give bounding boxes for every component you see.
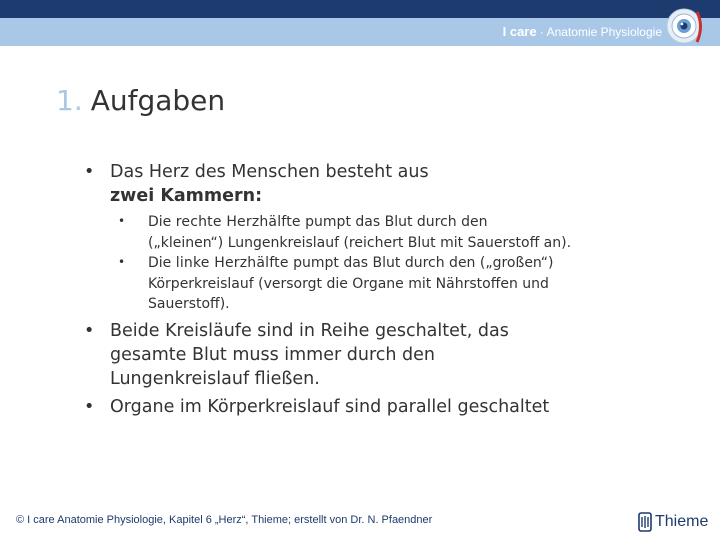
bullet-line: Organe im Körperkreislauf sind parallel geschaltet [110,396,550,417]
publisher-logo [638,511,708,533]
bullet-marker: • [84,396,95,417]
bullet-line: Das Herz des Menschen besteht aus [110,162,429,182]
brand-sub: · Anatomie Physiologie [536,25,662,39]
bullet-line: Lungenkreislauf fließen. [110,368,320,389]
bullet-marker: • [118,214,126,228]
bullet-item [84,319,684,391]
slide-number: 1. [56,84,83,117]
brand-title [503,24,662,39]
keyword: linke Herzhälfte [175,255,289,271]
sub-bullet-item [110,253,684,315]
slide-title-text: Aufgaben [90,84,226,117]
keyword: rechte Herzhälfte [175,214,301,230]
brand-main: I care [502,24,537,39]
sub-bullet-line [148,212,684,233]
bullet-marker: • [118,255,126,269]
footer-copyright: © I care Anatomie Physiologie, Kapitel 6 „Herz“, Thieme; erstellt von Dr. N. Pfaendner [16,514,433,526]
publisher-name: Thieme [655,513,709,530]
text-span: pumpt das Blut durch den („großen“) [288,255,554,271]
sub-bullet-line: Sauerstoff). [148,296,230,312]
bullet-marker: • [84,162,95,182]
text-span: pumpt das Blut durch den [300,214,488,230]
header-bar-dark [0,0,720,18]
sub-bullet-line: Körperkreislauf (versorgt die Organe mit Nährstoffen und [148,275,549,292]
bullet-item [84,160,684,208]
bold-text: zwei Kammern: [110,186,263,206]
sub-bullet-line: („kleinen“) Lungenkreislauf (reichert Blut mit Sauerstoff an). [148,234,572,251]
content-area [84,160,684,419]
thieme-logo-icon [638,512,652,532]
bullet-marker: • [84,320,95,341]
bullet-line: Beide Kreisläufe sind in Reihe geschaltet, das [110,320,509,341]
bullet-line [110,184,684,208]
bullet-line: gesamte Blut muss immer durch den [110,344,436,365]
eye-logo-icon [664,4,708,48]
slide-title [56,84,225,117]
text-span: Die [148,214,176,230]
bullet-item [84,395,684,419]
sub-bullet-item [110,212,684,253]
sub-bullet-line [148,253,684,274]
text-span: Die [148,255,176,271]
